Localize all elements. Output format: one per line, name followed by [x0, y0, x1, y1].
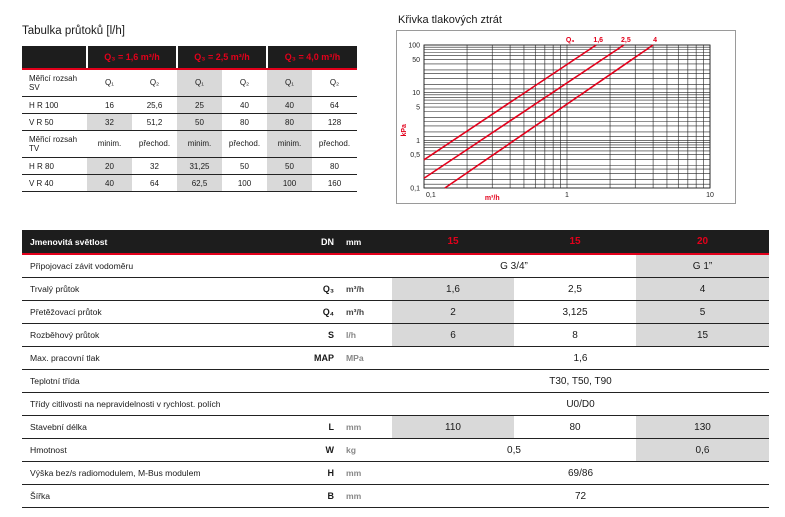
spec-value: 2: [392, 301, 514, 324]
spec-value: 3,125: [514, 301, 636, 324]
cell: 64: [132, 175, 177, 192]
flow-header-q3-1: Q₃ = 1,6 m³/h: [87, 46, 177, 69]
spec-table: [22, 230, 769, 508]
cell: 128: [312, 114, 357, 131]
spec-name: Třídy citlivosti na nepravidelnosti v rychlost. polích: [22, 393, 272, 416]
row-label: H R 100: [22, 97, 87, 114]
spec-value: 4: [636, 278, 769, 301]
series-line: [445, 45, 653, 188]
spec-symbol: [272, 370, 340, 393]
cell: 50: [177, 114, 222, 131]
cell: 50: [222, 158, 267, 175]
spec-value: 0,5: [392, 439, 636, 462]
spec-name: Teplotní třída: [22, 370, 272, 393]
spec-name: Stavební délka: [22, 416, 272, 439]
spec-unit: kg: [340, 439, 392, 462]
header-symbol: DN: [272, 230, 340, 254]
y-tick-label: 50: [412, 56, 420, 64]
spec-symbol: H: [272, 462, 340, 485]
cell: 64: [312, 97, 357, 114]
cell: přechod.: [312, 131, 357, 158]
cell: 20: [87, 158, 132, 175]
spec-name: Výška bez/s radiomodulem, M-Bus modulem: [22, 462, 272, 485]
table-row: [22, 278, 769, 301]
cell: Q₂: [222, 69, 267, 97]
row-label: V R 50: [22, 114, 87, 131]
spec-name: Max. pracovní tlak: [22, 347, 272, 370]
spec-unit: MPa: [340, 347, 392, 370]
cell: minim.: [177, 131, 222, 158]
table-row: [22, 301, 769, 324]
cell: Q₁: [87, 69, 132, 97]
spec-name: Hmotnost: [22, 439, 272, 462]
cell: Q₁: [177, 69, 222, 97]
spec-value: 72: [392, 485, 769, 508]
series-label: 4: [653, 37, 658, 44]
cell: 80: [267, 114, 312, 131]
spec-value: G 1”: [636, 254, 769, 278]
spec-value: T30, T50, T90: [392, 370, 769, 393]
spec-value: 8: [514, 324, 636, 347]
table-row: [22, 324, 769, 347]
header-name: Jmenovitá světlost: [22, 230, 272, 254]
spec-value: G 3/4”: [392, 254, 636, 278]
cell: 51,2: [132, 114, 177, 131]
spec-unit: mm: [340, 485, 392, 508]
flow-header-q3-2: Q₃ = 2,5 m³/h: [177, 46, 267, 69]
spec-symbol: [272, 254, 340, 278]
header-unit: mm: [340, 230, 392, 254]
legend-prefix: Q₃: [565, 37, 575, 44]
spec-value: 1,6: [392, 347, 769, 370]
cell: 25: [177, 97, 222, 114]
pressure-loss-chart: [396, 30, 736, 204]
y-axis-label: kPa: [401, 124, 408, 137]
cell: 32: [87, 114, 132, 131]
spec-unit: [340, 370, 392, 393]
cell: 40: [267, 97, 312, 114]
spec-symbol: MAP: [272, 347, 340, 370]
chart-title: Křivka tlakových ztrát: [398, 14, 502, 26]
cell: 80: [312, 158, 357, 175]
table-row: [22, 393, 769, 416]
table-row: [22, 158, 357, 175]
table-row: [22, 254, 769, 278]
table-row: [22, 175, 357, 192]
flow-table-title: Tabulka průtoků [l/h]: [22, 25, 125, 37]
spec-name: Přetěžovací průtok: [22, 301, 272, 324]
spec-value: U0/D0: [392, 393, 769, 416]
cell: minim.: [267, 131, 312, 158]
cell: 160: [312, 175, 357, 192]
x-axis-label: m³/h: [484, 195, 500, 202]
cell: 40: [87, 175, 132, 192]
series-label: 1,6: [593, 37, 604, 44]
cell: 31,25: [177, 158, 222, 175]
cell: 32: [132, 158, 177, 175]
spec-name: Trvalý průtok: [22, 278, 272, 301]
y-tick-label: 0,5: [410, 152, 420, 160]
cell: 80: [222, 114, 267, 131]
spec-unit: m³/h: [340, 278, 392, 301]
cell: 50: [267, 158, 312, 175]
y-tick-label: 10: [412, 90, 420, 98]
spec-value: 0,6: [636, 439, 769, 462]
table-row: [22, 439, 769, 462]
spec-unit: [340, 254, 392, 278]
cell: Q₂: [132, 69, 177, 97]
spec-symbol: L: [272, 416, 340, 439]
cell: přechod.: [132, 131, 177, 158]
row-label: Měřicí rozsah SV: [22, 69, 87, 97]
y-tick-label: 1: [416, 137, 420, 145]
cell: přechod.: [222, 131, 267, 158]
row-label: Měřicí rozsah TV: [22, 131, 87, 158]
table-row: [22, 114, 357, 131]
x-tick-label: 0,1: [426, 192, 436, 199]
spec-unit: l/h: [340, 324, 392, 347]
flow-table-header: [22, 46, 357, 69]
series-label: 2,5: [621, 37, 631, 44]
spec-name: Připojovací závit vodoměru: [22, 254, 272, 278]
cell: 40: [222, 97, 267, 114]
spec-value: 5: [636, 301, 769, 324]
x-tick-label: 1: [565, 192, 569, 199]
y-tick-label: 100: [408, 42, 420, 50]
table-row: [22, 462, 769, 485]
cell: 25,6: [132, 97, 177, 114]
spec-symbol: W: [272, 439, 340, 462]
y-tick-label: 5: [416, 104, 420, 112]
header-dn-value: 15: [514, 230, 636, 254]
cell: 100: [222, 175, 267, 192]
table-row: [22, 131, 357, 158]
spec-value: 69/86: [392, 462, 769, 485]
table-row: [22, 69, 357, 97]
table-row: [22, 370, 769, 393]
cell: Q₂: [312, 69, 357, 97]
spec-value: 110: [392, 416, 514, 439]
spec-unit: mm: [340, 462, 392, 485]
spec-table-header: [22, 230, 769, 254]
cell: 16: [87, 97, 132, 114]
cell: 62,5: [177, 175, 222, 192]
spec-value: 2,5: [514, 278, 636, 301]
header-dn-value: 20: [636, 230, 769, 254]
spec-value: 6: [392, 324, 514, 347]
cell: Q₁: [267, 69, 312, 97]
flow-table: [22, 46, 357, 192]
table-row: [22, 416, 769, 439]
spec-symbol: [272, 393, 340, 416]
spec-symbol: Q₃: [272, 278, 340, 301]
spec-unit: [340, 393, 392, 416]
spec-symbol: Q₄: [272, 301, 340, 324]
spec-unit: mm: [340, 416, 392, 439]
cell: 100: [267, 175, 312, 192]
table-row: [22, 97, 357, 114]
y-tick-label: 0,1: [410, 185, 420, 193]
spec-symbol: B: [272, 485, 340, 508]
spec-value: 1,6: [392, 278, 514, 301]
spec-symbol: S: [272, 324, 340, 347]
spec-name: Šířka: [22, 485, 272, 508]
table-row: [22, 485, 769, 508]
row-label: V R 40: [22, 175, 87, 192]
spec-name: Rozběhový průtok: [22, 324, 272, 347]
flow-header-q3-3: Q₃ = 4,0 m³/h: [267, 46, 357, 69]
spec-value: 130: [636, 416, 769, 439]
table-row: [22, 347, 769, 370]
spec-unit: m³/h: [340, 301, 392, 324]
cell: minim.: [87, 131, 132, 158]
spec-value: 80: [514, 416, 636, 439]
spec-value: 15: [636, 324, 769, 347]
x-tick-label: 10: [706, 192, 714, 199]
row-label: H R 80: [22, 158, 87, 175]
header-dn-value: 15: [392, 230, 514, 254]
